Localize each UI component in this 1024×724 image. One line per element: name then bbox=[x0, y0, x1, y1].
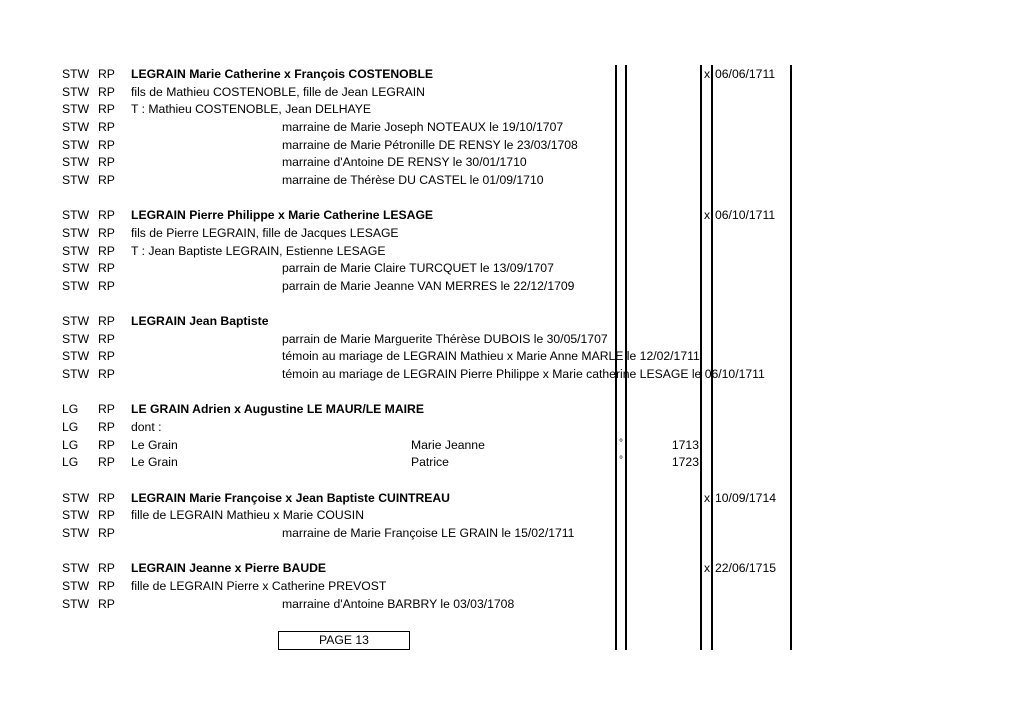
marriage-date: 06/06/1711 bbox=[715, 67, 776, 81]
record-text: Le Grain bbox=[131, 455, 178, 470]
birth-year: 1713 bbox=[671, 437, 699, 452]
source-code: STW bbox=[62, 261, 90, 276]
source-code: STW bbox=[62, 155, 90, 170]
marriage-mark: x bbox=[704, 208, 711, 223]
register-row bbox=[0, 84, 1024, 101]
record-type: RP bbox=[98, 225, 115, 240]
record-type: RP bbox=[98, 525, 115, 540]
record-type: RP bbox=[98, 278, 115, 293]
first-name: Marie Jeanne bbox=[411, 437, 485, 452]
source-code: LG bbox=[62, 437, 79, 452]
record-text: marraine de Marie Françoise LE GRAIN le 15/02/1711 bbox=[282, 525, 575, 540]
record-type: RP bbox=[98, 331, 115, 346]
source-code: STW bbox=[62, 119, 90, 134]
birth-year: 1723 bbox=[671, 455, 699, 470]
register-row bbox=[0, 560, 1024, 577]
source-code: STW bbox=[62, 367, 90, 382]
record-heading: LEGRAIN Marie Françoise x Jean Baptiste CUINTREAU bbox=[131, 490, 450, 505]
register-row bbox=[0, 331, 1024, 348]
record-type: RP bbox=[98, 102, 115, 117]
record-heading: LEGRAIN Marie Catherine x François COSTENOBLE bbox=[131, 67, 434, 81]
register-row bbox=[0, 596, 1024, 613]
source-code: STW bbox=[62, 314, 90, 329]
record-type: RP bbox=[98, 155, 115, 170]
register-row bbox=[0, 66, 1024, 83]
record-type: RP bbox=[98, 208, 115, 223]
register-row bbox=[0, 119, 1024, 136]
register-row bbox=[0, 243, 1024, 260]
record-heading: LEGRAIN Jeanne x Pierre BAUDE bbox=[131, 561, 327, 576]
register-row bbox=[0, 525, 1024, 542]
register-row bbox=[0, 278, 1024, 295]
source-code: LG bbox=[62, 455, 79, 470]
first-name: Patrice bbox=[411, 455, 449, 470]
blank-row bbox=[0, 295, 1024, 312]
record-type: RP bbox=[98, 367, 115, 382]
source-code: STW bbox=[62, 508, 90, 523]
register-row bbox=[0, 260, 1024, 277]
source-code: STW bbox=[62, 525, 90, 540]
record-type: RP bbox=[98, 508, 115, 523]
record-text: dont : bbox=[131, 420, 162, 434]
source-code: LG bbox=[62, 420, 79, 434]
source-code: STW bbox=[62, 596, 90, 611]
record-text: T : Mathieu COSTENOBLE, Jean DELHAYE bbox=[131, 102, 372, 117]
record-text: parrain de Marie Marguerite Thérèse DUBOIS le 30/05/1707 bbox=[282, 331, 608, 346]
register-row bbox=[0, 225, 1024, 242]
register-row bbox=[0, 419, 1024, 436]
record-text: fille de LEGRAIN Mathieu x Marie COUSIN bbox=[131, 508, 364, 523]
record-type: RP bbox=[98, 596, 115, 611]
page-number: PAGE 13 bbox=[319, 633, 369, 647]
birth-mark: ° bbox=[619, 437, 623, 449]
record-type: RP bbox=[98, 119, 115, 134]
source-code: STW bbox=[62, 84, 90, 99]
blank-row bbox=[0, 384, 1024, 401]
source-code: STW bbox=[62, 172, 90, 187]
record-type: RP bbox=[98, 67, 115, 81]
record-type: RP bbox=[98, 402, 115, 417]
blank-row bbox=[0, 543, 1024, 560]
source-code: STW bbox=[62, 243, 90, 258]
record-text: témoin au mariage de LEGRAIN Pierre Philippe x Marie catherine LESAGE le 06/10/1711 bbox=[282, 367, 765, 382]
register-row bbox=[0, 454, 1024, 471]
register-row bbox=[0, 313, 1024, 330]
source-code: LG bbox=[62, 402, 79, 417]
birth-mark: ° bbox=[619, 455, 623, 467]
record-type: RP bbox=[98, 455, 115, 470]
register-row bbox=[0, 172, 1024, 189]
source-code: STW bbox=[62, 578, 90, 593]
record-type: RP bbox=[98, 490, 115, 505]
record-text: fils de Pierre LEGRAIN, fille de Jacques LESAGE bbox=[131, 225, 399, 240]
register-row bbox=[0, 366, 1024, 383]
record-type: RP bbox=[98, 243, 115, 258]
record-text: marraine de Marie Joseph NOTEAUX le 19/10/1707 bbox=[282, 119, 564, 134]
record-text: parrain de Marie Jeanne VAN MERRES le 22/12/1709 bbox=[282, 278, 575, 293]
register-row bbox=[0, 207, 1024, 224]
register-row bbox=[0, 154, 1024, 171]
record-heading: LE GRAIN Adrien x Augustine LE MAUR/LE MAIRE bbox=[131, 402, 424, 417]
marriage-mark: x bbox=[704, 490, 711, 505]
register-row bbox=[0, 101, 1024, 118]
source-code: STW bbox=[62, 490, 90, 505]
register-row bbox=[0, 437, 1024, 454]
register-row bbox=[0, 578, 1024, 595]
record-type: RP bbox=[98, 420, 115, 434]
record-text: T : Jean Baptiste LEGRAIN, Estienne LESAGE bbox=[131, 243, 386, 258]
record-text: marraine de Marie Pétronille DE RENSY le 23/03/1708 bbox=[282, 137, 578, 152]
record-heading: LEGRAIN Pierre Philippe x Marie Catherine LESAGE bbox=[131, 208, 434, 223]
marriage-mark: x bbox=[704, 561, 711, 576]
record-type: RP bbox=[98, 437, 115, 452]
marriage-date: 22/06/1715 bbox=[715, 561, 776, 576]
source-code: STW bbox=[62, 67, 90, 81]
record-type: RP bbox=[98, 261, 115, 276]
source-code: STW bbox=[62, 137, 90, 152]
register-row bbox=[0, 507, 1024, 524]
source-code: STW bbox=[62, 349, 90, 364]
record-type: RP bbox=[98, 137, 115, 152]
record-text: marraine d'Antoine DE RENSY le 30/01/1710 bbox=[282, 155, 527, 170]
record-type: RP bbox=[98, 314, 115, 329]
record-text: marraine de Thérèse DU CASTEL le 01/09/1710 bbox=[282, 172, 544, 187]
record-text: marraine d'Antoine BARBRY le 03/03/1708 bbox=[282, 596, 515, 611]
source-code: STW bbox=[62, 102, 90, 117]
record-type: RP bbox=[98, 172, 115, 187]
marriage-date: 10/09/1714 bbox=[715, 490, 776, 505]
source-code: STW bbox=[62, 278, 90, 293]
source-code: STW bbox=[62, 225, 90, 240]
register-row bbox=[0, 401, 1024, 418]
record-text: témoin au mariage de LEGRAIN Mathieu x Marie Anne MARLE le 12/02/1711 bbox=[282, 349, 700, 364]
record-text: parrain de Marie Claire TURCQUET le 13/09/1707 bbox=[282, 261, 554, 276]
record-heading: LEGRAIN Jean Baptiste bbox=[131, 314, 269, 329]
register-row bbox=[0, 137, 1024, 154]
register-row bbox=[0, 490, 1024, 507]
marriage-mark: x bbox=[704, 67, 711, 81]
source-code: STW bbox=[62, 561, 90, 576]
marriage-date: 06/10/1711 bbox=[715, 208, 776, 223]
source-code: STW bbox=[62, 331, 90, 346]
record-type: RP bbox=[98, 84, 115, 99]
record-text: Le Grain bbox=[131, 437, 178, 452]
record-text: fille de LEGRAIN Pierre x Catherine PREVOST bbox=[131, 578, 387, 593]
register-row bbox=[0, 348, 1024, 365]
record-type: RP bbox=[98, 349, 115, 364]
blank-row bbox=[0, 472, 1024, 489]
blank-row bbox=[0, 190, 1024, 207]
record-type: RP bbox=[98, 578, 115, 593]
record-type: RP bbox=[98, 561, 115, 576]
record-text: fils de Mathieu COSTENOBLE, fille de Jean LEGRAIN bbox=[131, 84, 425, 99]
source-code: STW bbox=[62, 208, 90, 223]
page-number-box bbox=[278, 631, 410, 650]
